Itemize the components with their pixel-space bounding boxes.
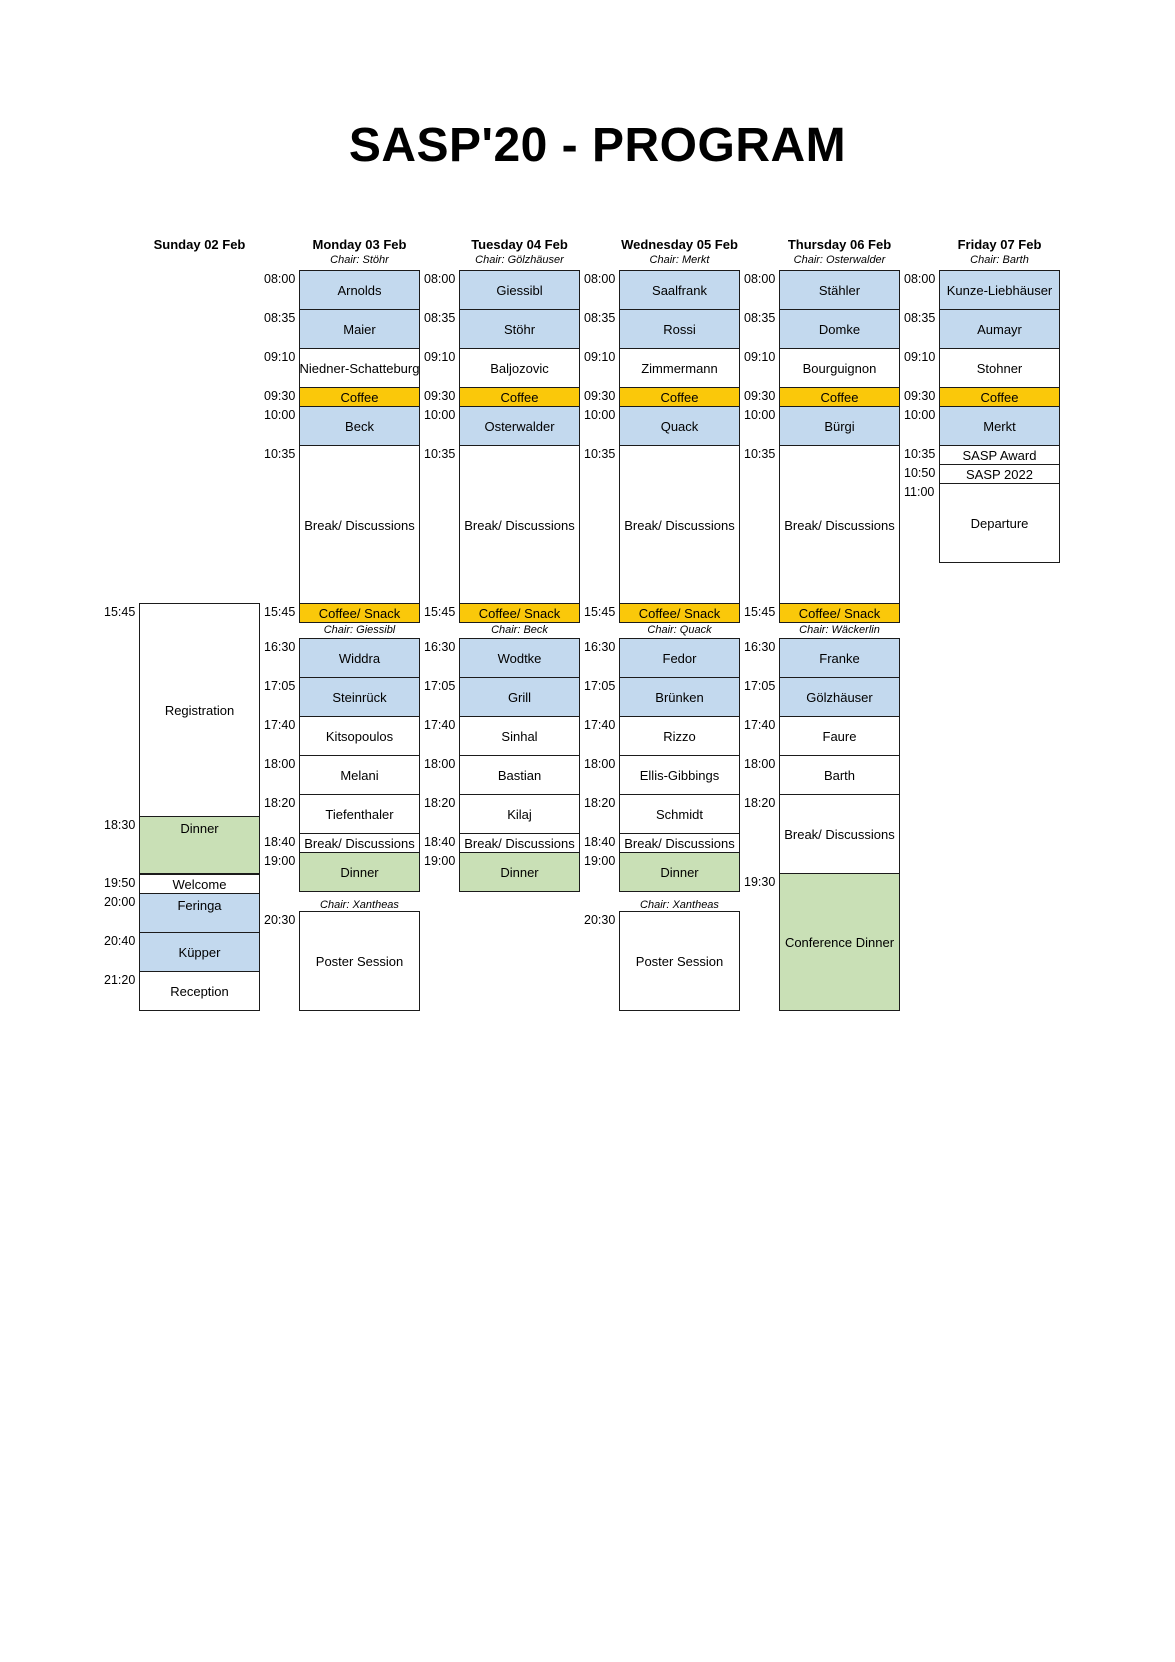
- session-quack: Quack: [619, 406, 740, 446]
- session-coffee: Coffee: [939, 387, 1060, 407]
- time-label: 09:10: [904, 350, 936, 364]
- time-label: 18:00: [744, 757, 776, 771]
- session-break-discussions: Break/ Discussions: [779, 445, 900, 605]
- session-chair: Chair: Xantheas: [640, 899, 719, 911]
- session-poster-session: Poster Session: [299, 911, 420, 1011]
- session-break-discussions: Break/ Discussions: [459, 445, 580, 605]
- time-label: 10:00: [904, 408, 936, 422]
- time-label: 20:30: [584, 913, 616, 927]
- session-beck: Beck: [299, 406, 420, 446]
- session-chair: Chair: Wäckerlin: [799, 624, 880, 636]
- session-kitsopoulos: Kitsopoulos: [299, 716, 420, 756]
- session-melani: Melani: [299, 755, 420, 795]
- time-label: 15:45: [584, 605, 616, 619]
- time-label: 17:40: [744, 718, 776, 732]
- session-poster-session: Poster Session: [619, 911, 740, 1011]
- time-label: 17:05: [584, 679, 616, 693]
- session-baljozovic: Baljozovic: [459, 348, 580, 388]
- time-label: 08:00: [424, 272, 456, 286]
- time-label: 08:35: [744, 311, 776, 325]
- session-ellis-gibbings: Ellis-Gibbings: [619, 755, 740, 795]
- time-label: 10:00: [424, 408, 456, 422]
- session-chair: Chair: Giessibl: [323, 624, 396, 636]
- session-stahler: Stähler: [779, 270, 900, 310]
- session-stohner: Stohner: [939, 348, 1060, 388]
- time-label: 16:30: [744, 640, 776, 654]
- session-welcome: Welcome: [139, 874, 260, 894]
- time-label: 10:35: [904, 447, 936, 461]
- time-label: 10:35: [744, 447, 776, 461]
- time-label: 15:45: [744, 605, 776, 619]
- time-label: 09:30: [424, 389, 456, 403]
- session-sinhal: Sinhal: [459, 716, 580, 756]
- session-kunze-liebhauser: Kunze-Liebhäuser: [939, 270, 1060, 310]
- session-chair: Chair: Barth: [970, 254, 1029, 266]
- session-coffee: Coffee: [299, 387, 420, 407]
- session-dinner: Dinner: [139, 816, 260, 874]
- time-label: 20:00: [104, 895, 136, 909]
- session-grill: Grill: [459, 677, 580, 717]
- session-barth: Barth: [779, 755, 900, 795]
- session-dinner: Dinner: [619, 852, 740, 892]
- time-label: 10:00: [264, 408, 296, 422]
- time-label: 18:40: [424, 835, 456, 849]
- session-franke: Franke: [779, 638, 900, 678]
- time-label: 10:35: [264, 447, 296, 461]
- session-break-discussions: Break/ Discussions: [779, 794, 900, 874]
- session-break-discussions: Break/ Discussions: [459, 833, 580, 853]
- session-aumayr: Aumayr: [939, 309, 1060, 349]
- session-wodtke: Wodtke: [459, 638, 580, 678]
- time-label: 15:45: [104, 605, 136, 619]
- session-golzhauser: Gölzhäuser: [779, 677, 900, 717]
- day-header-monday-03-feb: Monday 03 Feb: [312, 237, 407, 252]
- day-header-tuesday-04-feb: Tuesday 04 Feb: [471, 237, 568, 252]
- time-label: 15:45: [264, 605, 296, 619]
- session-coffee-snack: Coffee/ Snack: [619, 603, 740, 623]
- session-schmidt: Schmidt: [619, 794, 740, 834]
- session-departure: Departure: [939, 483, 1060, 563]
- session-chair: Chair: Merkt: [649, 254, 710, 266]
- session-registration: Registration: [139, 603, 260, 817]
- time-label: 10:35: [424, 447, 456, 461]
- session-feringa: Feringa: [139, 893, 260, 933]
- time-label: 19:00: [584, 854, 616, 868]
- time-label: 08:00: [744, 272, 776, 286]
- session-arnolds: Arnolds: [299, 270, 420, 310]
- session-chair: Chair: Osterwalder: [793, 254, 886, 266]
- time-label: 18:00: [264, 757, 296, 771]
- time-label: 17:40: [424, 718, 456, 732]
- time-label: 17:05: [744, 679, 776, 693]
- time-label: 10:00: [744, 408, 776, 422]
- session-dinner: Dinner: [299, 852, 420, 892]
- time-label: 17:05: [264, 679, 296, 693]
- session-giessibl: Giessibl: [459, 270, 580, 310]
- time-label: 08:35: [424, 311, 456, 325]
- time-label: 10:00: [584, 408, 616, 422]
- time-label: 10:35: [584, 447, 616, 461]
- time-label: 17:40: [584, 718, 616, 732]
- time-label: 08:00: [264, 272, 296, 286]
- session-maier: Maier: [299, 309, 420, 349]
- session-break-discussions: Break/ Discussions: [299, 445, 420, 605]
- session-dinner: Dinner: [459, 852, 580, 892]
- time-label: 08:35: [264, 311, 296, 325]
- session-kilaj: Kilaj: [459, 794, 580, 834]
- time-label: 21:20: [104, 973, 136, 987]
- time-label: 18:40: [264, 835, 296, 849]
- time-label: 09:10: [584, 350, 616, 364]
- time-label: 08:00: [584, 272, 616, 286]
- time-label: 10:50: [904, 466, 936, 480]
- session-coffee-snack: Coffee/ Snack: [779, 603, 900, 623]
- session-rizzo: Rizzo: [619, 716, 740, 756]
- session-coffee: Coffee: [619, 387, 740, 407]
- session-chair: Chair: Xantheas: [320, 899, 399, 911]
- session-burgi: Bürgi: [779, 406, 900, 446]
- time-label: 15:45: [424, 605, 456, 619]
- session-chair: Chair: Stöhr: [330, 254, 389, 266]
- time-label: 18:20: [744, 796, 776, 810]
- time-label: 19:30: [744, 875, 776, 889]
- time-label: 09:30: [904, 389, 936, 403]
- session-break-discussions: Break/ Discussions: [299, 833, 420, 853]
- session-break-discussions: Break/ Discussions: [619, 445, 740, 605]
- time-label: 16:30: [424, 640, 456, 654]
- session-chair: Chair: Beck: [491, 624, 548, 636]
- session-widdra: Widdra: [299, 638, 420, 678]
- session-coffee: Coffee: [779, 387, 900, 407]
- time-label: 09:30: [744, 389, 776, 403]
- time-label: 09:10: [424, 350, 456, 364]
- session-tiefenthaler: Tiefenthaler: [299, 794, 420, 834]
- session-zimmermann: Zimmermann: [619, 348, 740, 388]
- time-label: 19:50: [104, 876, 136, 890]
- session-coffee-snack: Coffee/ Snack: [459, 603, 580, 623]
- session-coffee: Coffee: [459, 387, 580, 407]
- day-header-sunday-02-feb: Sunday 02 Feb: [153, 237, 246, 252]
- time-label: 18:30: [104, 818, 136, 832]
- time-label: 09:30: [264, 389, 296, 403]
- day-header-friday-07-feb: Friday 07 Feb: [957, 237, 1042, 252]
- time-label: 08:35: [584, 311, 616, 325]
- session-niedner-schatteburg: Niedner-Schatteburg: [299, 348, 420, 388]
- time-label: 18:20: [264, 796, 296, 810]
- session-sasp-award: SASP Award: [939, 445, 1060, 465]
- session-coffee-snack: Coffee/ Snack: [299, 603, 420, 623]
- time-label: 08:35: [904, 311, 936, 325]
- session-steinruck: Steinrück: [299, 677, 420, 717]
- session-sasp-2022: SASP 2022: [939, 464, 1060, 484]
- time-label: 18:20: [584, 796, 616, 810]
- session-break-discussions: Break/ Discussions: [619, 833, 740, 853]
- session-conference-dinner: Conference Dinner: [779, 873, 900, 1011]
- session-saalfrank: Saalfrank: [619, 270, 740, 310]
- time-label: 17:05: [424, 679, 456, 693]
- session-faure: Faure: [779, 716, 900, 756]
- session-merkt: Merkt: [939, 406, 1060, 446]
- page-title: SASP'20 - PROGRAM: [348, 119, 847, 172]
- time-label: 09:30: [584, 389, 616, 403]
- time-label: 18:00: [584, 757, 616, 771]
- day-header-wednesday-05-feb: Wednesday 05 Feb: [621, 237, 738, 252]
- session-bastian: Bastian: [459, 755, 580, 795]
- time-label: 20:30: [264, 913, 296, 927]
- time-label: 18:20: [424, 796, 456, 810]
- time-label: 17:40: [264, 718, 296, 732]
- session-rossi: Rossi: [619, 309, 740, 349]
- session-chair: Chair: Gölzhäuser: [475, 254, 564, 266]
- time-label: 18:40: [584, 835, 616, 849]
- time-label: 16:30: [264, 640, 296, 654]
- time-label: 09:10: [744, 350, 776, 364]
- session-brunken: Brünken: [619, 677, 740, 717]
- session-fedor: Fedor: [619, 638, 740, 678]
- session-domke: Domke: [779, 309, 900, 349]
- day-header-thursday-06-feb: Thursday 06 Feb: [787, 237, 892, 252]
- time-label: 19:00: [424, 854, 456, 868]
- time-label: 08:00: [904, 272, 936, 286]
- time-label: 18:00: [424, 757, 456, 771]
- session-kupper: Küpper: [139, 932, 260, 972]
- time-label: 19:00: [264, 854, 296, 868]
- time-label: 20:40: [104, 934, 136, 948]
- session-osterwalder: Osterwalder: [459, 406, 580, 446]
- session-stohr: Stöhr: [459, 309, 580, 349]
- time-label: 09:10: [264, 350, 296, 364]
- time-label: 16:30: [584, 640, 616, 654]
- session-reception: Reception: [139, 971, 260, 1011]
- session-bourguignon: Bourguignon: [779, 348, 900, 388]
- time-label: 11:00: [904, 485, 935, 499]
- session-chair: Chair: Quack: [647, 624, 712, 636]
